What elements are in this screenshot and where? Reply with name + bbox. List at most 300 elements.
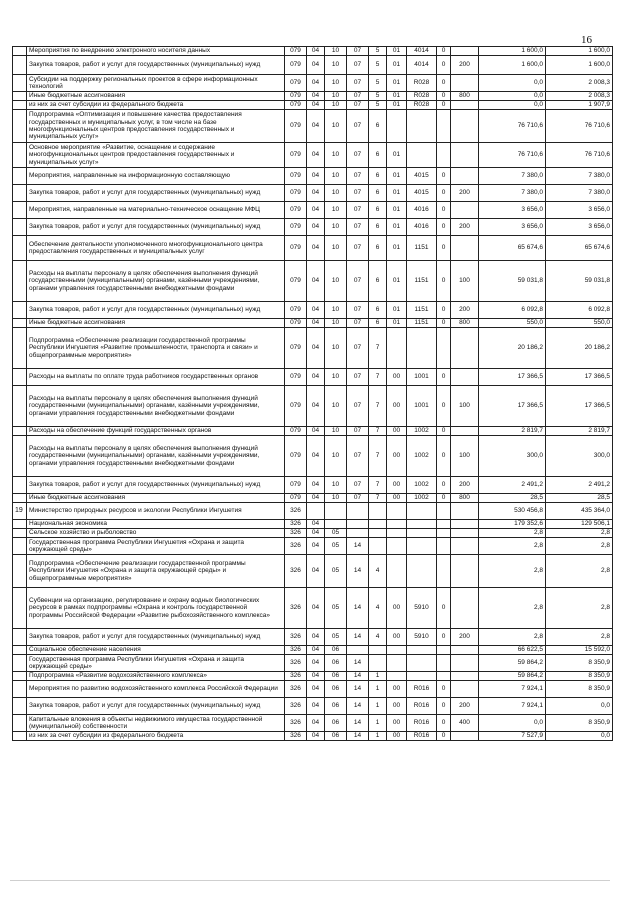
table-row bbox=[13, 520, 613, 529]
row-name: Основное мероприятие «Развитие, оснащение и содержание многофункциональных центров предоставления государственных и муниципальных услуг» bbox=[27, 143, 285, 168]
amount-year-2: 65 674,6 bbox=[546, 236, 613, 261]
sub-code bbox=[437, 538, 451, 555]
table-row bbox=[13, 555, 613, 588]
subsection-code: 10 bbox=[325, 261, 347, 302]
measure-code bbox=[387, 529, 407, 538]
direction-code: R016 bbox=[407, 698, 437, 715]
row-number bbox=[13, 168, 27, 185]
subsection-code bbox=[325, 503, 347, 520]
subprogram-code: 7 bbox=[369, 436, 387, 477]
subsection-code: 05 bbox=[325, 555, 347, 588]
subsection-code: 10 bbox=[325, 219, 347, 236]
amount-year-2: 300,0 bbox=[546, 436, 613, 477]
amount-year-1: 17 366,5 bbox=[479, 369, 546, 386]
section-code: 04 bbox=[307, 92, 325, 101]
section-code: 04 bbox=[307, 436, 325, 477]
program-code: 07 bbox=[347, 302, 369, 319]
ved-code: 079 bbox=[285, 494, 307, 503]
ved-code: 079 bbox=[285, 261, 307, 302]
row-name: из них за счет субсидии из федерального бюджета bbox=[27, 101, 285, 110]
table-row bbox=[13, 538, 613, 555]
row-number bbox=[13, 494, 27, 503]
row-number bbox=[13, 588, 27, 629]
amount-year-2: 2,8 bbox=[546, 529, 613, 538]
expense-type-code bbox=[451, 646, 479, 655]
subprogram-code: 6 bbox=[369, 219, 387, 236]
subsection-code: 10 bbox=[325, 47, 347, 56]
ved-code: 079 bbox=[285, 92, 307, 101]
amount-year-2: 20 186,2 bbox=[546, 328, 613, 369]
table-row bbox=[13, 101, 613, 110]
amount-year-1: 59 031,8 bbox=[479, 261, 546, 302]
amount-year-2: 59 031,8 bbox=[546, 261, 613, 302]
section-code: 04 bbox=[307, 555, 325, 588]
row-number bbox=[13, 92, 27, 101]
section-code: 04 bbox=[307, 302, 325, 319]
amount-year-2: 17 366,5 bbox=[546, 386, 613, 427]
amount-year-2: 8 350,9 bbox=[546, 672, 613, 681]
row-name: Иные бюджетные ассигнования bbox=[27, 92, 285, 101]
amount-year-2: 0,0 bbox=[546, 698, 613, 715]
sub-code bbox=[437, 555, 451, 588]
table-row bbox=[13, 261, 613, 302]
section-code: 04 bbox=[307, 386, 325, 427]
table-row bbox=[13, 219, 613, 236]
amount-year-2: 3 656,0 bbox=[546, 219, 613, 236]
direction-code: 4015 bbox=[407, 168, 437, 185]
subprogram-code bbox=[369, 503, 387, 520]
ved-code: 326 bbox=[285, 698, 307, 715]
row-name: Государственная программа Республики Ингушетия «Охрана и защита окружающей среды» bbox=[27, 538, 285, 555]
sub-code bbox=[437, 655, 451, 672]
amount-year-1: 1 600,0 bbox=[479, 56, 546, 75]
subprogram-code: 5 bbox=[369, 75, 387, 92]
ved-code: 326 bbox=[285, 588, 307, 629]
table-row bbox=[13, 302, 613, 319]
program-code: 07 bbox=[347, 185, 369, 202]
direction-code: 1001 bbox=[407, 369, 437, 386]
amount-year-1: 76 710,6 bbox=[479, 143, 546, 168]
expense-type-code bbox=[451, 168, 479, 185]
expense-type-code bbox=[451, 369, 479, 386]
sub-code: 0 bbox=[437, 185, 451, 202]
table-row bbox=[13, 681, 613, 698]
subprogram-code: 1 bbox=[369, 732, 387, 741]
expense-type-code bbox=[451, 732, 479, 741]
program-code: 07 bbox=[347, 319, 369, 328]
subprogram-code: 6 bbox=[369, 236, 387, 261]
sub-code: 0 bbox=[437, 386, 451, 427]
table-row bbox=[13, 143, 613, 168]
row-name: Закупка товаров, работ и услуг для государственных (муниципальных) нужд bbox=[27, 698, 285, 715]
section-code: 04 bbox=[307, 328, 325, 369]
subsection-code: 10 bbox=[325, 302, 347, 319]
scan-line bbox=[10, 880, 610, 881]
direction-code bbox=[407, 328, 437, 369]
ved-code: 079 bbox=[285, 202, 307, 219]
subprogram-code: 6 bbox=[369, 185, 387, 202]
measure-code: 00 bbox=[387, 369, 407, 386]
row-name: Закупка товаров, работ и услуг для государственных (муниципальных) нужд bbox=[27, 302, 285, 319]
measure-code: 00 bbox=[387, 477, 407, 494]
subsection-code: 10 bbox=[325, 101, 347, 110]
direction-code: 1002 bbox=[407, 427, 437, 436]
expense-type-code: 100 bbox=[451, 436, 479, 477]
row-number: 19 bbox=[13, 503, 27, 520]
program-code: 07 bbox=[347, 219, 369, 236]
program-code: 07 bbox=[347, 101, 369, 110]
amount-year-2: 28,5 bbox=[546, 494, 613, 503]
expense-type-code bbox=[451, 47, 479, 56]
section-code: 04 bbox=[307, 538, 325, 555]
row-number bbox=[13, 185, 27, 202]
expense-type-code: 100 bbox=[451, 386, 479, 427]
expense-type-code bbox=[451, 101, 479, 110]
subprogram-code: 1 bbox=[369, 698, 387, 715]
section-code: 04 bbox=[307, 698, 325, 715]
subprogram-code bbox=[369, 529, 387, 538]
amount-year-2: 17 366,5 bbox=[546, 369, 613, 386]
subsection-code: 10 bbox=[325, 56, 347, 75]
direction-code bbox=[407, 520, 437, 529]
ved-code: 079 bbox=[285, 386, 307, 427]
amount-year-2: 76 710,6 bbox=[546, 143, 613, 168]
amount-year-2: 2 008,3 bbox=[546, 92, 613, 101]
row-name: Мероприятия по развитию водохозяйственного комплекса Российской Федерации bbox=[27, 681, 285, 698]
subprogram-code: 1 bbox=[369, 681, 387, 698]
expense-type-code bbox=[451, 427, 479, 436]
table-row bbox=[13, 672, 613, 681]
program-code: 14 bbox=[347, 588, 369, 629]
program-code: 14 bbox=[347, 698, 369, 715]
amount-year-2: 2 008,3 bbox=[546, 75, 613, 92]
row-number bbox=[13, 681, 27, 698]
expense-type-code: 400 bbox=[451, 715, 479, 732]
expense-type-code bbox=[451, 75, 479, 92]
table-row bbox=[13, 369, 613, 386]
program-code bbox=[347, 646, 369, 655]
sub-code: 0 bbox=[437, 75, 451, 92]
row-number bbox=[13, 47, 27, 56]
direction-code bbox=[407, 110, 437, 143]
amount-year-1: 3 656,0 bbox=[479, 219, 546, 236]
amount-year-2: 7 380,0 bbox=[546, 185, 613, 202]
direction-code: 1151 bbox=[407, 236, 437, 261]
expense-type-code bbox=[451, 672, 479, 681]
expense-type-code bbox=[451, 555, 479, 588]
expense-type-code: 200 bbox=[451, 698, 479, 715]
amount-year-2: 550,0 bbox=[546, 319, 613, 328]
amount-year-1: 7 380,0 bbox=[479, 185, 546, 202]
expense-type-code bbox=[451, 328, 479, 369]
program-code bbox=[347, 503, 369, 520]
program-code: 07 bbox=[347, 477, 369, 494]
section-code: 04 bbox=[307, 427, 325, 436]
direction-code bbox=[407, 529, 437, 538]
measure-code: 01 bbox=[387, 75, 407, 92]
row-number bbox=[13, 101, 27, 110]
amount-year-2: 1 907,9 bbox=[546, 101, 613, 110]
program-code: 07 bbox=[347, 328, 369, 369]
sub-code: 0 bbox=[437, 168, 451, 185]
row-number bbox=[13, 319, 27, 328]
subsection-code: 10 bbox=[325, 386, 347, 427]
expense-type-code: 800 bbox=[451, 92, 479, 101]
subsection-code: 10 bbox=[325, 328, 347, 369]
row-number bbox=[13, 369, 27, 386]
measure-code bbox=[387, 646, 407, 655]
subsection-code: 10 bbox=[325, 369, 347, 386]
row-number bbox=[13, 538, 27, 555]
table-row bbox=[13, 386, 613, 427]
amount-year-2: 0,0 bbox=[546, 732, 613, 741]
table-row bbox=[13, 47, 613, 56]
amount-year-1: 2,8 bbox=[479, 555, 546, 588]
row-number bbox=[13, 477, 27, 494]
program-code: 07 bbox=[347, 56, 369, 75]
sub-code: 0 bbox=[437, 436, 451, 477]
amount-year-2: 8 350,9 bbox=[546, 655, 613, 672]
ved-code: 326 bbox=[285, 732, 307, 741]
direction-code: 5910 bbox=[407, 629, 437, 646]
subsection-code: 10 bbox=[325, 185, 347, 202]
row-number bbox=[13, 143, 27, 168]
budget-table bbox=[12, 46, 613, 741]
expense-type-code: 200 bbox=[451, 219, 479, 236]
table-row bbox=[13, 477, 613, 494]
ved-code: 326 bbox=[285, 538, 307, 555]
row-number bbox=[13, 655, 27, 672]
sub-code: 0 bbox=[437, 92, 451, 101]
amount-year-1: 1 600,0 bbox=[479, 47, 546, 56]
program-code: 07 bbox=[347, 369, 369, 386]
subprogram-code: 5 bbox=[369, 56, 387, 75]
direction-code: R028 bbox=[407, 101, 437, 110]
subsection-code: 10 bbox=[325, 110, 347, 143]
sub-code bbox=[437, 110, 451, 143]
program-code bbox=[347, 520, 369, 529]
expense-type-code: 200 bbox=[451, 56, 479, 75]
table-row bbox=[13, 503, 613, 520]
row-name: из них за счет субсидии из федерального бюджета bbox=[27, 732, 285, 741]
sub-code: 0 bbox=[437, 219, 451, 236]
program-code: 07 bbox=[347, 236, 369, 261]
amount-year-1: 0,0 bbox=[479, 101, 546, 110]
subsection-code: 10 bbox=[325, 436, 347, 477]
amount-year-2: 2 819,7 bbox=[546, 427, 613, 436]
row-name: Закупка товаров, работ и услуг для государственных (муниципальных) нужд bbox=[27, 219, 285, 236]
row-name: Расходы на выплаты персоналу в целях обеспечения выполнения функций государственными (муниципальными) органами, казёнными учреждениями, органами управления государственными внебюджетными фондами bbox=[27, 261, 285, 302]
subsection-code: 10 bbox=[325, 494, 347, 503]
row-name: Обеспечение деятельности уполномоченного многофункционального центра предоставления государственных и муниципальных услуг bbox=[27, 236, 285, 261]
row-number bbox=[13, 236, 27, 261]
section-code: 04 bbox=[307, 219, 325, 236]
expense-type-code bbox=[451, 503, 479, 520]
amount-year-1: 0,0 bbox=[479, 75, 546, 92]
table-row bbox=[13, 732, 613, 741]
subsection-code: 10 bbox=[325, 92, 347, 101]
table-row bbox=[13, 698, 613, 715]
sub-code: 0 bbox=[437, 319, 451, 328]
amount-year-1: 65 674,6 bbox=[479, 236, 546, 261]
expense-type-code: 200 bbox=[451, 302, 479, 319]
subprogram-code: 6 bbox=[369, 319, 387, 328]
ved-code: 326 bbox=[285, 555, 307, 588]
subprogram-code: 5 bbox=[369, 101, 387, 110]
sub-code bbox=[437, 520, 451, 529]
subprogram-code: 5 bbox=[369, 92, 387, 101]
row-number bbox=[13, 520, 27, 529]
amount-year-2: 3 656,0 bbox=[546, 202, 613, 219]
row-name: Мероприятия, направленные на материально-техническое оснащение МФЦ bbox=[27, 202, 285, 219]
table-row bbox=[13, 529, 613, 538]
table-row bbox=[13, 319, 613, 328]
direction-code: 4014 bbox=[407, 47, 437, 56]
subsection-code: 05 bbox=[325, 529, 347, 538]
direction-code bbox=[407, 538, 437, 555]
program-code: 07 bbox=[347, 436, 369, 477]
measure-code bbox=[387, 110, 407, 143]
expense-type-code bbox=[451, 538, 479, 555]
ved-code: 079 bbox=[285, 110, 307, 143]
row-name: Расходы на выплаты персоналу в целях обеспечения выполнения функций государственными (муниципальными) органами, казёнными учреждениями, органами управления государственными внебюджетными фондами bbox=[27, 436, 285, 477]
row-name: Расходы на обеспечение функций государственных органов bbox=[27, 427, 285, 436]
direction-code: R016 bbox=[407, 681, 437, 698]
program-code: 07 bbox=[347, 75, 369, 92]
amount-year-2: 129 506,1 bbox=[546, 520, 613, 529]
row-name: Закупка товаров, работ и услуг для государственных (муниципальных) нужд bbox=[27, 629, 285, 646]
expense-type-code bbox=[451, 202, 479, 219]
sub-code bbox=[437, 672, 451, 681]
measure-code: 00 bbox=[387, 436, 407, 477]
ved-code: 079 bbox=[285, 47, 307, 56]
ved-code: 079 bbox=[285, 143, 307, 168]
expense-type-code bbox=[451, 588, 479, 629]
table-row bbox=[13, 168, 613, 185]
program-code: 07 bbox=[347, 47, 369, 56]
program-code: 14 bbox=[347, 732, 369, 741]
amount-year-1: 76 710,6 bbox=[479, 110, 546, 143]
amount-year-2: 15 592,0 bbox=[546, 646, 613, 655]
row-number bbox=[13, 698, 27, 715]
row-number bbox=[13, 302, 27, 319]
row-name: Социальное обеспечение населения bbox=[27, 646, 285, 655]
direction-code: 1002 bbox=[407, 477, 437, 494]
row-name: Подпрограмма «Обеспечение реализации государственной программы Республики Ингушетия «Развитие промышленности, транспорта и связи» и общепрограммные мероприятия» bbox=[27, 328, 285, 369]
measure-code: 01 bbox=[387, 143, 407, 168]
measure-code: 00 bbox=[387, 681, 407, 698]
expense-type-code bbox=[451, 236, 479, 261]
direction-code: R016 bbox=[407, 715, 437, 732]
direction-code: 4016 bbox=[407, 219, 437, 236]
program-code: 07 bbox=[347, 168, 369, 185]
subprogram-code bbox=[369, 655, 387, 672]
ved-code: 326 bbox=[285, 646, 307, 655]
expense-type-code: 200 bbox=[451, 629, 479, 646]
sub-code: 0 bbox=[437, 477, 451, 494]
ved-code: 079 bbox=[285, 236, 307, 261]
row-name: Подпрограмма «Оптимизация и повышение качества предоставления государственных и муниципальных услуг, в том числе на базе многофункциональных центров предоставления государственных и муниципальных услуг» bbox=[27, 110, 285, 143]
table-row bbox=[13, 185, 613, 202]
section-code: 04 bbox=[307, 369, 325, 386]
amount-year-2: 2 491,2 bbox=[546, 477, 613, 494]
program-code: 14 bbox=[347, 538, 369, 555]
measure-code bbox=[387, 328, 407, 369]
section-code: 04 bbox=[307, 629, 325, 646]
subprogram-code: 7 bbox=[369, 427, 387, 436]
program-code: 14 bbox=[347, 715, 369, 732]
row-number bbox=[13, 646, 27, 655]
subprogram-code bbox=[369, 538, 387, 555]
section-code: 04 bbox=[307, 588, 325, 629]
row-name: Субвенции на организацию, регулирование и охрану водных биологических ресурсов в рамках подпрограммы «Охрана и контроль государственной программы Российской Федерации «Развитие рыбохозяйственного комплекса» bbox=[27, 588, 285, 629]
ved-code: 079 bbox=[285, 302, 307, 319]
amount-year-1: 7 924,1 bbox=[479, 698, 546, 715]
direction-code bbox=[407, 655, 437, 672]
measure-code: 00 bbox=[387, 588, 407, 629]
measure-code: 01 bbox=[387, 101, 407, 110]
direction-code bbox=[407, 672, 437, 681]
program-code: 14 bbox=[347, 672, 369, 681]
measure-code: 01 bbox=[387, 302, 407, 319]
program-code: 07 bbox=[347, 92, 369, 101]
sub-code: 0 bbox=[437, 629, 451, 646]
subsection-code: 10 bbox=[325, 236, 347, 261]
subsection-code: 06 bbox=[325, 732, 347, 741]
sub-code: 0 bbox=[437, 369, 451, 386]
program-code: 14 bbox=[347, 555, 369, 588]
measure-code bbox=[387, 655, 407, 672]
row-number bbox=[13, 261, 27, 302]
direction-code: 4016 bbox=[407, 202, 437, 219]
direction-code bbox=[407, 503, 437, 520]
direction-code: R016 bbox=[407, 732, 437, 741]
subsection-code: 06 bbox=[325, 672, 347, 681]
program-code: 14 bbox=[347, 655, 369, 672]
subprogram-code: 6 bbox=[369, 168, 387, 185]
row-number bbox=[13, 629, 27, 646]
amount-year-1: 2 491,2 bbox=[479, 477, 546, 494]
subprogram-code: 6 bbox=[369, 202, 387, 219]
amount-year-2: 76 710,6 bbox=[546, 110, 613, 143]
measure-code: 00 bbox=[387, 698, 407, 715]
direction-code: 1001 bbox=[407, 386, 437, 427]
subprogram-code: 7 bbox=[369, 328, 387, 369]
ved-code: 079 bbox=[285, 436, 307, 477]
measure-code: 00 bbox=[387, 715, 407, 732]
section-code: 04 bbox=[307, 261, 325, 302]
amount-year-2: 1 600,0 bbox=[546, 47, 613, 56]
section-code: 04 bbox=[307, 655, 325, 672]
sub-code: 0 bbox=[437, 261, 451, 302]
subprogram-code: 4 bbox=[369, 588, 387, 629]
section-code: 04 bbox=[307, 494, 325, 503]
section-code: 04 bbox=[307, 477, 325, 494]
subsection-code: 10 bbox=[325, 75, 347, 92]
ved-code: 326 bbox=[285, 503, 307, 520]
sub-code bbox=[437, 646, 451, 655]
measure-code bbox=[387, 520, 407, 529]
section-code: 04 bbox=[307, 319, 325, 328]
table-row bbox=[13, 202, 613, 219]
subprogram-code: 6 bbox=[369, 261, 387, 302]
sub-code: 0 bbox=[437, 494, 451, 503]
measure-code: 01 bbox=[387, 47, 407, 56]
table-row bbox=[13, 427, 613, 436]
table-row bbox=[13, 494, 613, 503]
amount-year-2: 8 350,9 bbox=[546, 715, 613, 732]
subsection-code: 06 bbox=[325, 698, 347, 715]
